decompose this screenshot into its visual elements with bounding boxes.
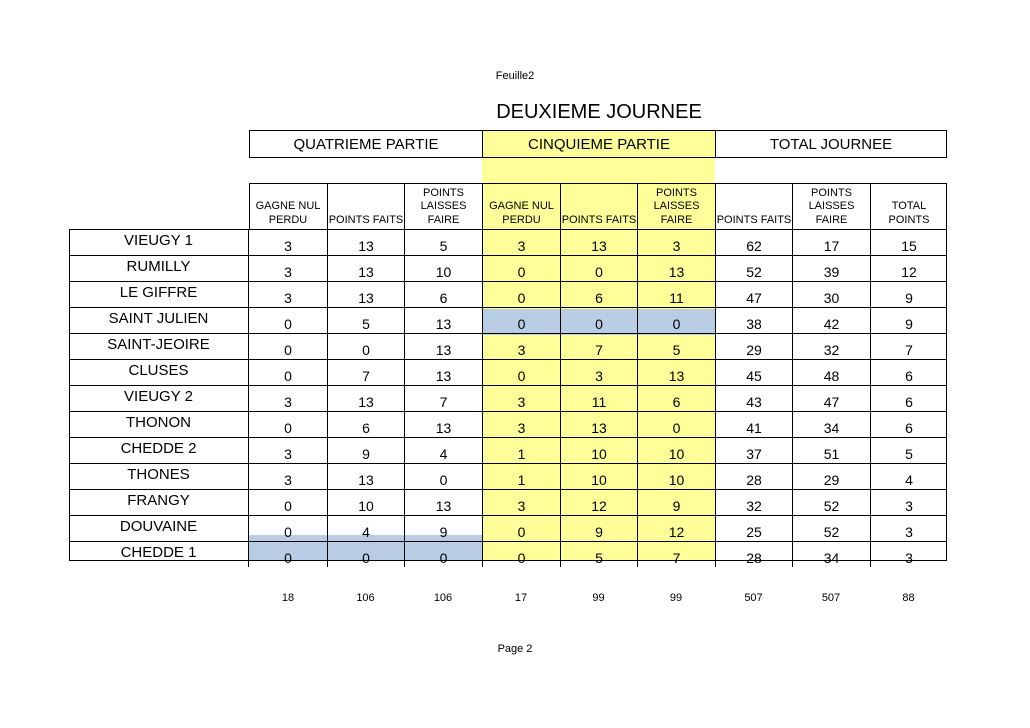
score-cell: 13 [404, 359, 482, 385]
score-cell: 3 [482, 411, 560, 437]
column-total: 17 [514, 592, 528, 604]
score-cell: 3 [249, 463, 327, 489]
score-cell: 28 [715, 541, 792, 567]
score-cell: 3 [249, 255, 327, 281]
score-cell: 10 [637, 437, 715, 463]
column-header: GAGNE NUL PERDU [482, 184, 560, 229]
score-cell: 0 [482, 281, 560, 307]
team-name: THONON [69, 411, 249, 437]
score-cell: 5 [560, 541, 637, 567]
score-cell: 48 [792, 359, 870, 385]
score-cell: 12 [870, 255, 947, 281]
group-header-cinquieme: CINQUIEME PARTIE [482, 130, 716, 158]
score-cell: 17 [792, 229, 870, 255]
score-cell: 13 [327, 463, 404, 489]
score-cell: 43 [715, 385, 792, 411]
column-total: 18 [281, 592, 295, 604]
score-cell: 5 [327, 307, 404, 333]
team-name: LE GIFFRE [69, 281, 249, 307]
score-cell: 6 [560, 281, 637, 307]
column-header: POINTS LAISSES FAIRE [404, 184, 482, 229]
score-cell: 32 [715, 489, 792, 515]
score-cell: 0 [249, 489, 327, 515]
score-cell: 5 [637, 333, 715, 359]
score-cell: 13 [637, 255, 715, 281]
column-header: POINTS LAISSES FAIRE [792, 184, 870, 229]
score-cell: 7 [404, 385, 482, 411]
score-cell: 6 [870, 385, 947, 411]
score-cell: 0 [404, 541, 482, 567]
score-cell: 37 [715, 437, 792, 463]
score-cell: 12 [637, 515, 715, 541]
score-cell: 29 [715, 333, 792, 359]
score-cell: 0 [249, 541, 327, 567]
score-cell: 1 [482, 463, 560, 489]
score-cell: 0 [404, 463, 482, 489]
score-cell: 6 [404, 281, 482, 307]
score-cell: 13 [404, 333, 482, 359]
team-name: CHEDDE 1 [69, 541, 249, 567]
column-total: 99 [669, 592, 683, 604]
score-cell: 13 [637, 359, 715, 385]
score-cell: 51 [792, 437, 870, 463]
score-cell: 13 [404, 489, 482, 515]
score-cell: 13 [560, 229, 637, 255]
score-cell: 28 [715, 463, 792, 489]
team-name: DOUVAINE [69, 515, 249, 541]
score-cell: 13 [404, 411, 482, 437]
page-title: DEUXIEME JOURNEE [496, 101, 702, 123]
score-cell: 0 [249, 515, 327, 541]
team-name: VIEUGY 2 [69, 385, 249, 411]
team-name: SAINT-JEOIRE [69, 333, 249, 359]
score-cell: 3 [560, 359, 637, 385]
score-cell: 0 [482, 307, 560, 333]
score-cell: 10 [404, 255, 482, 281]
score-cell: 0 [560, 307, 637, 333]
score-cell: 13 [327, 281, 404, 307]
score-cell: 0 [249, 333, 327, 359]
score-cell: 3 [482, 489, 560, 515]
score-cell: 45 [715, 359, 792, 385]
column-header: GAGNE NUL PERDU [255, 200, 321, 226]
score-cell: 3 [870, 489, 947, 515]
score-cell: 9 [404, 515, 482, 541]
score-cell: 3 [284, 238, 292, 254]
score-cell: 30 [792, 281, 870, 307]
column-total: 507 [744, 592, 763, 604]
column-header: POINTS FAITS [715, 184, 792, 229]
score-cell: 0 [249, 359, 327, 385]
score-cell: 13 [404, 307, 482, 333]
score-cell: 10 [560, 463, 637, 489]
column-total: 106 [356, 592, 375, 604]
score-cell: 13 [560, 411, 637, 437]
score-cell: 3 [249, 437, 327, 463]
score-cell: 9 [327, 437, 404, 463]
score-cell: 34 [792, 411, 870, 437]
team-name: THONES [69, 463, 249, 489]
score-cell: 62 [715, 229, 792, 255]
column-total: 88 [902, 592, 915, 604]
score-cell: 10 [560, 437, 637, 463]
score-cell: 13 [327, 385, 404, 411]
score-cell: 7 [637, 541, 715, 567]
score-cell: 15 [870, 229, 947, 255]
score-cell: 41 [715, 411, 792, 437]
score-cell: 3 [870, 515, 947, 541]
score-cell: 10 [327, 489, 404, 515]
score-cell: 52 [792, 489, 870, 515]
score-cell: 7 [560, 333, 637, 359]
score-cell: 6 [870, 411, 947, 437]
score-cell: 0 [637, 411, 715, 437]
score-cell: 0 [249, 307, 327, 333]
team-name: FRANGY [69, 489, 249, 515]
score-cell: 47 [792, 385, 870, 411]
score-cell: 9 [870, 281, 947, 307]
score-cell: 3 [870, 541, 947, 567]
score-cell: 3 [249, 385, 327, 411]
score-cell: 6 [637, 385, 715, 411]
score-cell: 11 [560, 385, 637, 411]
score-cell: 52 [715, 255, 792, 281]
score-cell: 0 [249, 411, 327, 437]
score-cell: 6 [327, 411, 404, 437]
score-cell: 9 [870, 307, 947, 333]
sheet-name: Feuille2 [495, 70, 535, 82]
score-cell: 0 [560, 255, 637, 281]
team-name: SAINT JULIEN [69, 307, 249, 333]
team-name: RUMILLY [69, 255, 249, 281]
score-cell: 32 [792, 333, 870, 359]
score-cell: 12 [560, 489, 637, 515]
score-cell: 7 [870, 333, 947, 359]
score-cell: 6 [870, 359, 947, 385]
score-cell: 3 [482, 229, 560, 255]
score-cell: 47 [715, 281, 792, 307]
score-cell: 4 [404, 437, 482, 463]
column-header: POINTS FAITS [560, 184, 637, 229]
team-name: CHEDDE 2 [69, 437, 249, 463]
score-cell: 29 [792, 463, 870, 489]
score-cell: 3 [637, 229, 715, 255]
score-cell: 0 [482, 255, 560, 281]
score-cell: 4 [870, 463, 947, 489]
group-header-quatrieme: QUATRIEME PARTIE [249, 130, 483, 158]
score-cell: 3 [249, 281, 327, 307]
column-total: 99 [592, 592, 605, 604]
score-cell: 1 [482, 437, 560, 463]
group-header-total: TOTAL JOURNEE [715, 130, 947, 158]
score-cell: 25 [715, 515, 792, 541]
score-cell: 0 [482, 515, 560, 541]
column-header: TOTAL POINTS [870, 184, 947, 229]
team-name: CLUSES [69, 359, 249, 385]
score-cell: 4 [327, 515, 404, 541]
score-cell: 34 [792, 541, 870, 567]
score-cell: 3 [482, 333, 560, 359]
score-cell: 13 [327, 229, 404, 255]
score-cell: 0 [327, 541, 404, 567]
score-cell: 10 [637, 463, 715, 489]
column-header: POINTS LAISSES FAIRE [637, 184, 715, 229]
score-cell: 0 [327, 333, 404, 359]
column-header: POINTS FAITS [327, 184, 404, 229]
score-cell: 9 [637, 489, 715, 515]
score-cell: 5 [870, 437, 947, 463]
column-total: 507 [821, 592, 841, 604]
score-cell: 39 [792, 255, 870, 281]
score-cell: 5 [404, 229, 482, 255]
score-cell: 13 [327, 255, 404, 281]
score-cell: 38 [715, 307, 792, 333]
score-cell: 3 [482, 385, 560, 411]
score-cell: 7 [327, 359, 404, 385]
column-total: 106 [433, 592, 453, 604]
score-cell: 0 [482, 541, 560, 567]
score-cell: 52 [792, 515, 870, 541]
score-cell: 9 [560, 515, 637, 541]
score-cell: 11 [637, 281, 715, 307]
score-cell: 42 [792, 307, 870, 333]
score-cell: 0 [637, 307, 715, 333]
team-name: VIEUGY 1 [69, 229, 249, 255]
page-number: Page 2 [497, 643, 533, 655]
score-cell: 0 [482, 359, 560, 385]
